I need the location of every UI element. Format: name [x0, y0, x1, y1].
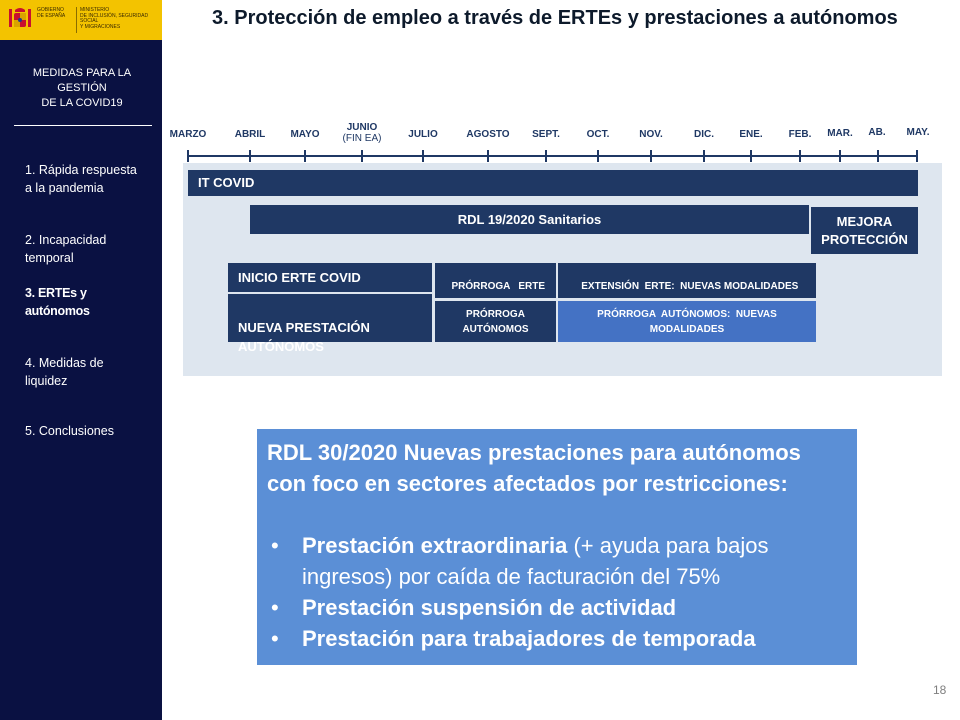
timeline-tick: [916, 150, 918, 162]
timeline-tick: [877, 150, 879, 162]
prorroga-autonomos-bar: [435, 301, 556, 342]
month-label: MAR.: [827, 128, 853, 139]
month-label: AB.: [868, 127, 886, 138]
sidebar-item-incapacidad-temporal[interactable]: 2. Incapacidad temporal: [25, 233, 107, 265]
timeline-tick: [650, 150, 652, 162]
sidebar-title: MEDIDAS PARA LA GESTIÓN DE LA COVID19: [32, 67, 132, 109]
month-label: MAYO: [290, 129, 320, 140]
month-label: ENE.: [739, 129, 763, 140]
timeline-tick: [487, 150, 489, 162]
page-title: 3. Protección de empleo a través de ERTEs y prestaciones a autónomos: [212, 7, 898, 29]
prorroga-erte-label: PRÓRROGA ERTE: [451, 281, 546, 292]
extension-erte-bar: [558, 263, 816, 298]
rdl-19-label: RDL 19/2020 Sanitarios: [457, 212, 602, 227]
timeline-tick: [187, 150, 189, 162]
nueva-prestacion-label: NUEVA PRESTACIÓN AUTÓNOMOS: [238, 320, 370, 354]
month-note: (FIN EA): [342, 133, 382, 144]
month-label: AGOSTO: [466, 129, 510, 140]
it-covid-bar: [188, 170, 918, 196]
bullet-symbol: •: [271, 533, 279, 558]
month-label: FEB.: [788, 129, 812, 140]
timeline-tick: [597, 150, 599, 162]
timeline-tick: [422, 150, 424, 162]
bullet-bold-text: Prestación extraordinaria: [302, 533, 568, 558]
sidebar-item-conclusiones[interactable]: 5. Conclusiones: [25, 424, 114, 438]
timeline-tick: [304, 150, 306, 162]
bullet-prestacion-extraordinaria: [267, 530, 847, 592]
timeline-axis: [187, 155, 918, 157]
timeline-tick: [361, 150, 363, 162]
month-label: JULIO: [408, 129, 438, 140]
bullet-suspension-actividad: [267, 592, 847, 623]
timeline-tick: [545, 150, 547, 162]
bullet-trabajadores-temporada: [267, 623, 847, 654]
rdl-19-bar: [250, 205, 809, 234]
gov-label: GOBIERNO DE ESPAÑA: [37, 7, 66, 19]
info-box-title: RDL 30/2020 Nuevas prestaciones para autónomos con foco en sectores afectados por restricciones:: [267, 440, 801, 496]
nueva-prestacion-bar: [228, 294, 432, 354]
prorroga-autonomos-label: PRÓRROGA AUTÓNOMOS: [462, 308, 529, 335]
inicio-erte-label: INICIO ERTE COVID: [238, 270, 361, 285]
timeline-tick: [703, 150, 705, 162]
rdl-30-info-box: [257, 429, 857, 665]
sidebar-item-ertes-autonomos[interactable]: 3. ERTEs y autónomos: [25, 286, 90, 318]
timeline-tick: [799, 150, 801, 162]
prorroga-autonomos-nuevas-label: PRÓRROGA AUTÓNOMOS: NUEVAS MODALIDADES: [597, 308, 777, 335]
month-label: MAY.: [906, 127, 930, 138]
month-label: NOV.: [639, 129, 663, 140]
bullet-symbol: •: [271, 595, 279, 620]
sidebar-divider: [14, 125, 152, 126]
timeline-tick: [750, 150, 752, 162]
ministry-label: MINISTERIO DE INCLUSIÓN, SEGURIDAD SOCIAL Y MIGRACIONES: [80, 7, 149, 30]
spain-crest-icon: [9, 6, 31, 32]
month-label: ABRIL: [234, 129, 266, 140]
timeline-tick: [249, 150, 251, 162]
logo-divider: [76, 7, 77, 33]
prorroga-autonomos-nuevas-bar: [558, 301, 816, 342]
prorroga-erte-bar: [435, 263, 556, 298]
bullet-symbol: •: [271, 626, 279, 651]
info-box-spacer: [267, 499, 847, 530]
sidebar-item-rapida-respuesta[interactable]: 1. Rápida respuesta a la pandemia: [25, 163, 137, 195]
month-label: JUNIO: [346, 122, 378, 133]
government-logo: [0, 0, 162, 40]
page-number: 18: [933, 683, 947, 697]
inicio-erte-bar: [228, 263, 432, 292]
month-label: SEPT.: [532, 129, 560, 140]
mejora-proteccion-bar: [811, 207, 918, 254]
bullet-bold-text: Prestación suspensión de actividad: [302, 595, 677, 620]
timeline-tick: [839, 150, 841, 162]
month-label: OCT.: [586, 129, 610, 140]
it-covid-label: IT COVID: [198, 175, 255, 190]
bullet-rest-text: (+ ayuda para bajos ingresos) por caída de facturación del 75%: [302, 533, 769, 589]
sidebar: [0, 0, 162, 720]
month-label: DIC.: [694, 129, 714, 140]
sidebar-item-medidas-liquidez[interactable]: 4. Medidas de liquidez: [25, 356, 104, 388]
bullet-bold-text: Prestación para trabajadores de temporada: [302, 626, 756, 651]
month-label: MARZO: [169, 129, 207, 140]
extension-erte-label: EXTENSIÓN ERTE: NUEVAS MODALIDADES: [581, 281, 799, 292]
mejora-proteccion-label: MEJORA PROTECCIÓN: [821, 213, 908, 247]
